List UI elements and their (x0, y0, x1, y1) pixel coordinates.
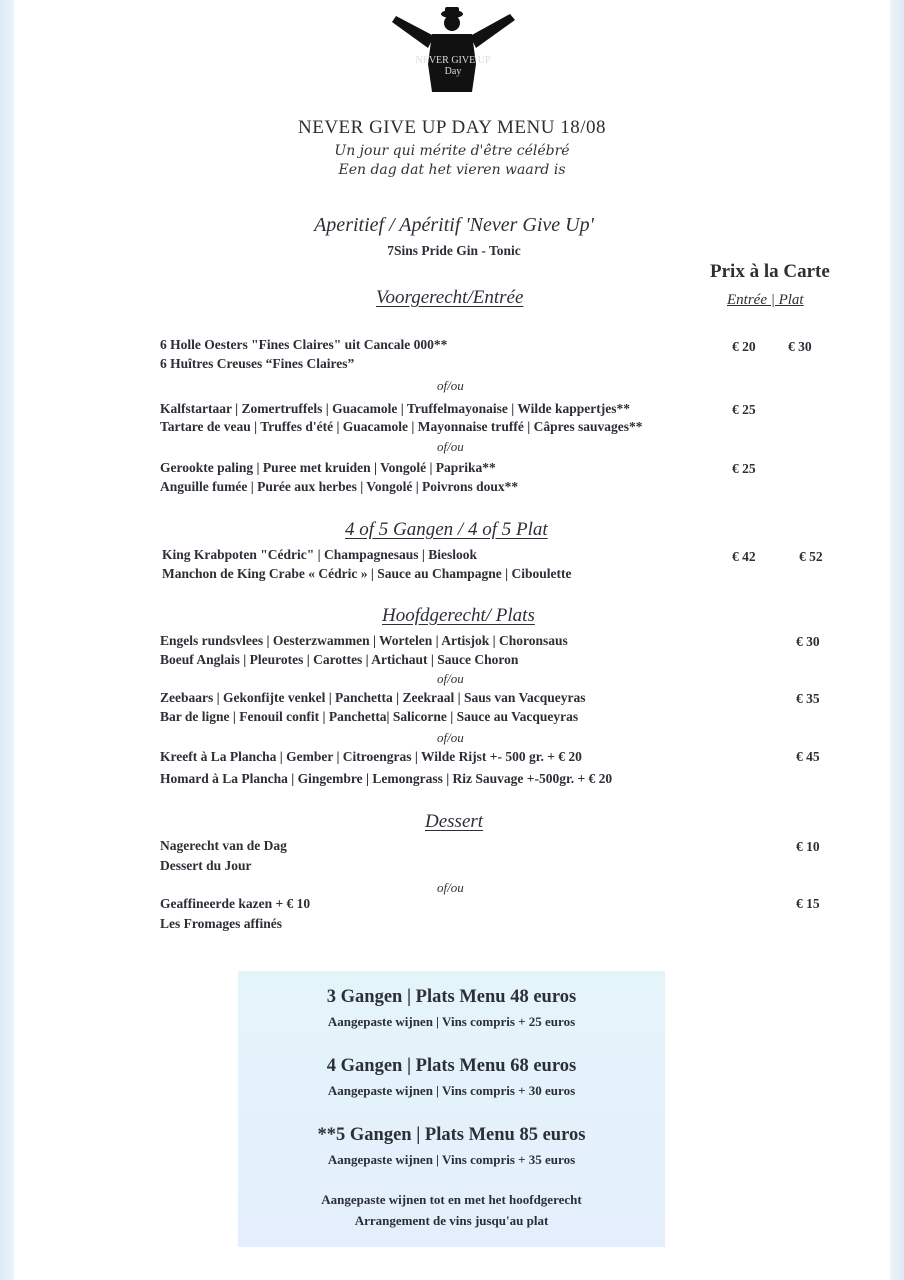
price-header-title: Prix à la Carte (710, 261, 830, 282)
starter-1-nl: 6 Holle Oesters "Fines Claires" uit Cancale 000** (160, 337, 448, 352)
mains-heading: Hoofdgerecht/ Plats (382, 605, 535, 626)
main-1-fr: Boeuf Anglais | Pleurotes | Carottes | Artichaut | Sauce Choron (160, 652, 519, 667)
subtitle-nl: Een dag dat het vieren waard is (338, 162, 566, 178)
course4-item-fr: Manchon de King Crabe « Cédric » | Sauce au Champagne | Ciboulette (162, 566, 572, 581)
set-menu-4-wines: Aangepaste wijnen | Vins compris + 30 euros (327, 1083, 576, 1098)
set-menu-3-wines: Aangepaste wijnen | Vins compris + 25 euros (327, 1014, 576, 1029)
starter-1-price-entree: € 20 (732, 339, 756, 354)
main-2-nl: Zeebaars | Gekonfijte venkel | Panchetta | Zeekraal | Saus van Vacqueyras (160, 690, 586, 705)
or-separator: of/ou (437, 439, 464, 454)
main-3-nl: Kreeft à La Plancha | Gember | Citroengras | Wilde Rijst +- 500 gr. + € 20 (160, 749, 582, 764)
starter-1-price-plat: € 30 (788, 339, 812, 354)
starter-3-fr: Anguille fumée | Purée aux herbes | Vongolé | Poivrons doux** (160, 479, 519, 494)
dessert-1-nl: Nagerecht van de Dag (160, 838, 287, 853)
dessert-2-nl: Geaffineerde kazen + € 10 (160, 896, 311, 911)
set-menu-3-title: 3 Gangen | Plats Menu 48 euros (326, 987, 577, 1007)
main-3-price: € 45 (796, 749, 820, 764)
logo-text-line2: Day (444, 66, 462, 77)
starter-1-fr: 6 Huîtres Creuses “Fines Claires” (160, 356, 355, 371)
set-menu-5-wines: Aangepaste wijnen | Vins compris + 35 euros (327, 1152, 576, 1167)
subtitle-fr: Un jour qui mérite d'être célébré (334, 143, 570, 159)
main-1-nl: Engels rundsvlees | Oesterzwammen | Wortelen | Artisjok | Choronsaus (160, 633, 568, 648)
starter-2-price-entree: € 25 (732, 402, 756, 417)
logo (388, 4, 518, 92)
starter-3-nl: Gerookte paling | Puree met kruiden | Vongolé | Paprika** (160, 460, 496, 475)
main-3-fr: Homard à La Plancha | Gingembre | Lemongrass | Riz Sauvage +-500gr. + € 20 (160, 771, 613, 786)
left-page-edge (0, 0, 14, 1280)
or-separator: of/ou (437, 730, 464, 745)
starter-2-fr: Tartare de veau | Truffes d'été | Guacamole | Mayonnaise truffé | Câpres sauvages** (160, 419, 643, 434)
or-separator: of/ou (437, 671, 464, 686)
or-separator: of/ou (437, 880, 464, 895)
set-menu-5-title: **5 Gangen | Plats Menu 85 euros (317, 1125, 586, 1145)
wine-note-fr: Arrangement de vins jusqu'au plat (354, 1213, 549, 1228)
course4-heading: 4 of 5 Gangen / 4 of 5 Plat (345, 519, 548, 540)
set-menu-4-title: 4 Gangen | Plats Menu 68 euros (326, 1056, 577, 1076)
starter-3-price-entree: € 25 (732, 461, 756, 476)
dessert-heading: Dessert (425, 811, 484, 832)
dessert-2-fr: Les Fromages affinés (160, 916, 282, 931)
dessert-1-fr: Dessert du Jour (160, 858, 252, 873)
aperitif-drink: 7Sins Pride Gin - Tonic (387, 243, 521, 258)
logo-text-line1: NEVER GIVE UP (415, 55, 491, 66)
dessert-1-price: € 10 (796, 839, 820, 854)
right-page-edge (890, 0, 904, 1280)
main-1-price: € 30 (796, 634, 820, 649)
main-2-price: € 35 (796, 691, 820, 706)
course4-price-entree: € 42 (732, 549, 756, 564)
raised-arms-silhouette-icon (388, 4, 518, 92)
dessert-2-price: € 15 (796, 896, 820, 911)
course4-price-plat: € 52 (799, 549, 823, 564)
menu-title: NEVER GIVE UP DAY MENU 18/08 (298, 117, 606, 138)
wine-note-nl: Aangepaste wijnen tot en met het hoofdgerecht (321, 1192, 582, 1207)
or-separator: of/ou (437, 378, 464, 393)
starter-2-nl: Kalfstartaar | Zomertruffels | Guacamole | Truffelmayonaise | Wilde kappertjes** (160, 401, 630, 416)
set-menu-box (238, 971, 665, 1247)
price-header-columns: Entrée | Plat (727, 292, 804, 308)
course4-item-nl: King Krabpoten "Cédric" | Champagnesaus | Bieslook (162, 547, 477, 562)
main-2-fr: Bar de ligne | Fenouil confit | Panchetta| Salicorne | Sauce au Vacqueyras (160, 709, 579, 724)
aperitif-heading: Aperitief / Apéritif 'Never Give Up' (314, 214, 594, 236)
starters-heading: Voorgerecht/Entrée (376, 287, 524, 308)
